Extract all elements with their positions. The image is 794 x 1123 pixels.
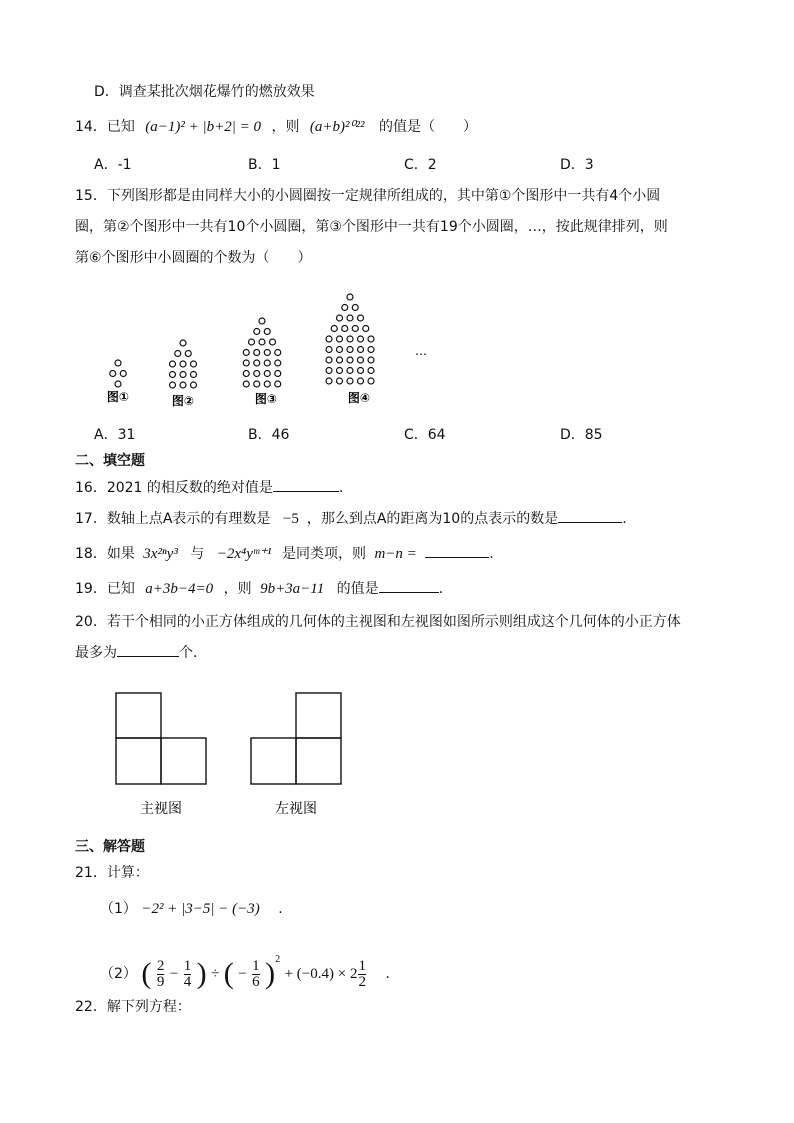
small-circle bbox=[254, 371, 260, 377]
front-view-drawing bbox=[116, 693, 206, 784]
q14-option-c[interactable]: C．2 bbox=[404, 157, 437, 173]
q14-prefix: 已知 bbox=[106, 119, 135, 135]
small-circle bbox=[254, 381, 260, 387]
q16-answer-blank[interactable] bbox=[273, 491, 339, 492]
q21-part2-fraction-1-4: $\frac{1}{4}$ bbox=[183, 957, 192, 990]
q14-middle: ，则 bbox=[271, 119, 300, 135]
small-circle bbox=[368, 336, 374, 342]
q18-and: 与 bbox=[190, 546, 205, 562]
q22-title: 22．解下列方程： bbox=[75, 999, 191, 1015]
q21-part2-minus: − bbox=[169, 966, 179, 982]
q16 bbox=[75, 478, 343, 498]
q21-part2 bbox=[100, 940, 390, 990]
small-circle bbox=[180, 382, 186, 388]
small-circle bbox=[342, 326, 348, 332]
small-circle bbox=[264, 371, 270, 377]
q20-line2b: 个． bbox=[179, 645, 207, 661]
q20-line2 bbox=[75, 643, 207, 663]
q14-stem bbox=[75, 117, 477, 137]
small-circle bbox=[254, 329, 260, 335]
q14-number: 14． bbox=[75, 119, 107, 135]
small-circle bbox=[337, 368, 343, 374]
small-circle bbox=[243, 350, 249, 356]
small-circle bbox=[337, 357, 343, 363]
q15-ellipsis: … bbox=[415, 344, 427, 358]
small-circle bbox=[347, 336, 353, 342]
small-circle bbox=[243, 371, 249, 377]
q18-end: . bbox=[489, 546, 494, 562]
small-circle bbox=[243, 360, 249, 366]
q18-prefix: 18．如果 bbox=[75, 546, 135, 562]
section-fill-in-blank-heading: 二、填空题 bbox=[75, 453, 145, 469]
q14-suffix: 的值是（ ） bbox=[379, 119, 477, 135]
small-circle bbox=[347, 357, 353, 363]
q19-prefix: 19．已知 bbox=[75, 581, 135, 597]
small-circle bbox=[254, 360, 260, 366]
q18-expression: m−n = bbox=[374, 546, 417, 562]
small-circle bbox=[264, 329, 270, 335]
small-circle bbox=[264, 350, 270, 356]
section-solutions-heading: 三、解答题 bbox=[75, 839, 145, 855]
q21-part1 bbox=[100, 899, 283, 919]
small-circle bbox=[191, 361, 197, 367]
small-circle bbox=[342, 305, 348, 311]
small-circle bbox=[170, 372, 176, 378]
left-view-drawing bbox=[251, 693, 341, 784]
q21-part2-neg: − bbox=[238, 966, 247, 982]
small-circle bbox=[368, 378, 374, 384]
small-circle bbox=[347, 368, 353, 374]
q19-condition: a+3b−4=0 bbox=[145, 581, 214, 597]
q15-line3: 第⑥个图形中小圆圈的个数为（ ） bbox=[75, 250, 312, 266]
q21-part2-rest: + (−0.4) × 2 bbox=[284, 966, 358, 982]
q18-term2: −2x⁴yᵐ⁺¹ bbox=[216, 546, 272, 562]
small-circle bbox=[326, 336, 332, 342]
q15-option-b[interactable]: B．46 bbox=[248, 427, 290, 443]
q21-title: 21．计算： bbox=[75, 865, 149, 881]
q20-views-figure bbox=[0, 680, 794, 825]
q19-end: . bbox=[438, 581, 444, 597]
q17-answer-blank[interactable] bbox=[558, 522, 622, 523]
small-circle bbox=[185, 351, 191, 357]
small-circle bbox=[358, 357, 364, 363]
small-circle bbox=[180, 361, 186, 367]
q17-end: . bbox=[622, 511, 627, 527]
small-circle bbox=[115, 381, 121, 387]
small-circle bbox=[180, 372, 186, 378]
small-circle bbox=[115, 360, 121, 366]
q15-figure-label-1: 图① bbox=[106, 390, 130, 404]
q21-part1-label: （1） bbox=[100, 901, 137, 917]
small-circle bbox=[347, 347, 353, 353]
q20-answer-blank[interactable] bbox=[117, 656, 179, 657]
small-circle bbox=[337, 347, 343, 353]
q18-term1: 3x²ⁿy³ bbox=[143, 546, 178, 562]
small-circle bbox=[249, 339, 255, 345]
q14-expression: (a+b)²⁰²² bbox=[309, 119, 365, 135]
q21-part2-label: （2） bbox=[100, 966, 137, 982]
q18 bbox=[75, 544, 494, 564]
q15-figure-label-2: 图② bbox=[171, 394, 195, 408]
q18-answer-blank[interactable] bbox=[425, 557, 489, 558]
q21-part2-fraction-2-9: $\frac{2}{9}$ bbox=[156, 957, 165, 990]
small-circle bbox=[337, 315, 343, 321]
q21-part2-divide: ÷ bbox=[211, 966, 220, 982]
q21-part2-exponent: 2 bbox=[275, 954, 281, 965]
small-circle bbox=[337, 378, 343, 384]
q15-figure-label-3: 图③ bbox=[254, 392, 278, 406]
small-circle bbox=[275, 350, 281, 356]
q21-part2-end: . bbox=[385, 966, 390, 982]
small-circle bbox=[243, 381, 249, 387]
q21-part1-expression: −2² + |3−5| − (−3) bbox=[141, 901, 260, 917]
small-circle bbox=[358, 315, 364, 321]
small-circle bbox=[180, 340, 186, 346]
small-circle bbox=[191, 382, 197, 388]
q21-part2-fraction-1-2: $\frac{1}{2}$ bbox=[358, 957, 366, 990]
q19 bbox=[75, 579, 443, 599]
q19-suffix: 的值是 bbox=[336, 581, 379, 597]
small-circle bbox=[191, 372, 197, 378]
q15-option-d[interactable]: D．85 bbox=[560, 427, 603, 443]
small-circle bbox=[326, 378, 332, 384]
q20-line2a: 最多为 bbox=[75, 645, 117, 661]
small-circle bbox=[358, 378, 364, 384]
q19-answer-blank[interactable] bbox=[379, 592, 439, 593]
small-circle bbox=[347, 294, 353, 300]
small-circle bbox=[110, 371, 116, 377]
small-circle bbox=[270, 339, 276, 345]
q16-end: . bbox=[338, 480, 344, 496]
small-circle bbox=[175, 351, 181, 357]
q21-part2-paren-close: ) bbox=[196, 957, 207, 990]
small-circle bbox=[120, 371, 126, 377]
q14-option-a[interactable]: A．-1 bbox=[94, 157, 132, 173]
small-circle bbox=[358, 336, 364, 342]
small-circle bbox=[264, 381, 270, 387]
q15-option-c[interactable]: C．64 bbox=[404, 427, 446, 443]
q20-line1: 20．若干个相同的小正方体组成的几何体的主视图和左视图如图所示则组成这个几何体的小正方体 bbox=[75, 614, 681, 630]
q17-text: 17．数轴上点A表示的有理数是 bbox=[75, 511, 271, 527]
q14-option-b[interactable]: B．1 bbox=[248, 157, 281, 173]
q15-line2: 圈，第②个图形中一共有10个小圆圈，第③个图形中一共有19个小圆圈，…，按此规律排列，则 bbox=[75, 219, 668, 235]
small-circle bbox=[352, 326, 358, 332]
q19-expression: 9b+3a−11 bbox=[260, 581, 325, 597]
small-circle bbox=[326, 357, 332, 363]
small-circle bbox=[170, 361, 176, 367]
q14-condition: (a−1)² + |b+2| = 0 bbox=[145, 119, 262, 135]
small-circle bbox=[275, 371, 281, 377]
small-circle bbox=[259, 339, 265, 345]
q15-line1: 15．下列图形都是由同样大小的小圆圈按一定规律所组成的，其中第①个图形中一共有4个小圆 bbox=[75, 188, 661, 204]
q15-option-a[interactable]: A．31 bbox=[94, 427, 136, 443]
q19-middle: ，则 bbox=[223, 581, 252, 597]
small-circle bbox=[358, 368, 364, 374]
q17-value: −5 bbox=[282, 511, 299, 527]
small-circle bbox=[331, 326, 337, 332]
small-circle bbox=[275, 360, 281, 366]
q21-part2-fraction-1-6: $\frac{1}{6}$ bbox=[252, 957, 260, 990]
small-circle bbox=[368, 357, 374, 363]
q17 bbox=[75, 509, 627, 529]
q15-figure-label-4: 图④ bbox=[347, 391, 371, 405]
q15-dot-patterns bbox=[110, 294, 374, 388]
left-view-label: 左视图 bbox=[275, 801, 317, 817]
q16-text: 16．2021 的相反数的绝对值是 bbox=[75, 480, 273, 496]
q18-middle: 是同类项，则 bbox=[282, 546, 367, 562]
small-circle bbox=[275, 381, 281, 387]
small-circle bbox=[363, 326, 369, 332]
small-circle bbox=[337, 336, 343, 342]
q14-option-d[interactable]: D．3 bbox=[560, 157, 594, 173]
q15-dot-figures bbox=[0, 285, 794, 415]
small-circle bbox=[254, 350, 260, 356]
small-circle bbox=[352, 305, 358, 311]
q13-option-d: D．调查某批次烟花爆竹的燃放效果 bbox=[94, 84, 315, 100]
small-circle bbox=[264, 360, 270, 366]
small-circle bbox=[358, 347, 364, 353]
q21-part2-paren-open: ( bbox=[141, 957, 152, 990]
small-circle bbox=[326, 368, 332, 374]
front-view-label: 主视图 bbox=[140, 801, 182, 817]
q17-text2: ，那么到点A的距离为10的点表示的数是 bbox=[306, 511, 559, 527]
small-circle bbox=[326, 347, 332, 353]
q21-part1-end: . bbox=[278, 901, 283, 917]
small-circle bbox=[170, 382, 176, 388]
small-circle bbox=[259, 318, 265, 324]
small-circle bbox=[347, 378, 353, 384]
small-circle bbox=[347, 315, 353, 321]
small-circle bbox=[368, 347, 374, 353]
q21-part2-paren-close-2: ) bbox=[265, 957, 276, 990]
small-circle bbox=[368, 368, 374, 374]
q21-part2-paren-open-2: ( bbox=[223, 957, 234, 990]
